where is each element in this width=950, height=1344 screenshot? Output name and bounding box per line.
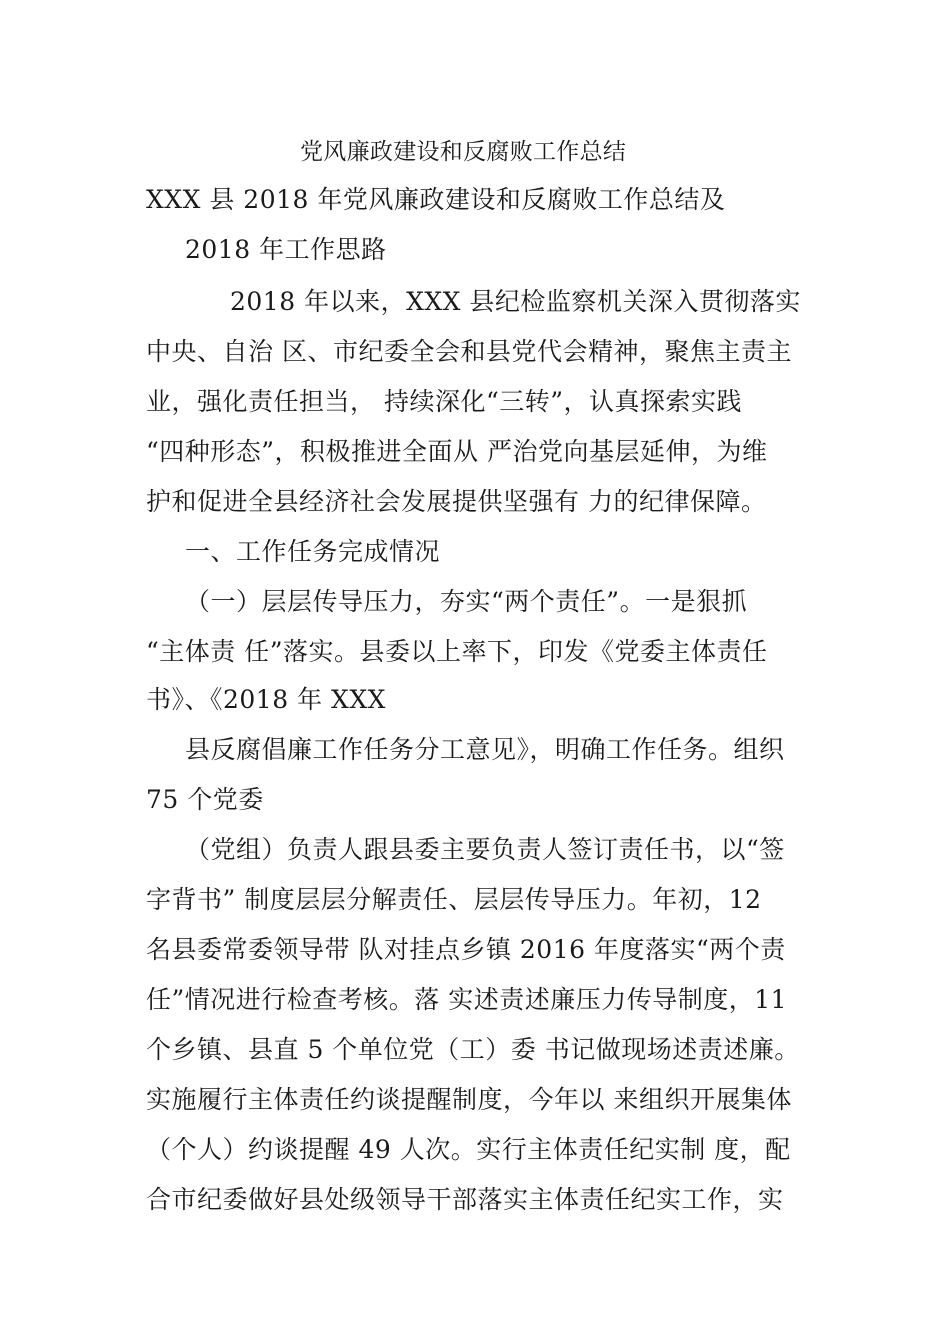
paragraph-line: “四种形态”，积极推进全面从 严治党向基层延伸，为维 (146, 437, 768, 466)
paragraph-line: （个人）约谈提醒 49 人次。实行主体责任纪实制 度，配 (146, 1135, 791, 1164)
paragraph-line: （一）层层传导压力，夯实“两个责任”。一是狠抓 (185, 587, 748, 616)
paragraph-line: 县反腐倡廉工作任务分工意见》，明确工作任务。组织 (185, 735, 785, 764)
subtitle-line-1: XXX 县 2018 年党风廉政建设和反腐败工作总结及 (146, 185, 726, 214)
paragraph-line: 2018 年以来，XXX 县纪检监察机关深入贯彻落实 (230, 287, 801, 316)
page-title: 党风廉政建设和反腐败工作总结 (300, 139, 627, 165)
paragraph-line: 实施履行主体责任约谈提醒制度，今年以 来组织开展集体 (146, 1085, 792, 1114)
paragraph-line: 名县委常委领导带 队对挂点乡镇 2016 年度落实“两个责 (146, 935, 786, 964)
paragraph-line: 中央、自治 区、市纪委全会和县党代会精神，聚焦主责主 (146, 337, 792, 366)
paragraph-line: 个乡镇、县直 5 个单位党（工）委 书记做现场述责述廉。 (146, 1035, 800, 1064)
paragraph-line: 任”情况进行检查考核。落 实述责述廉压力传导制度，11 (146, 985, 788, 1014)
subtitle-line-2: 2018 年工作思路 (185, 235, 387, 264)
paragraph-line: 字背书” 制度层层分解责任、层层传导压力。年初，12 (146, 885, 762, 914)
paragraph-line: “主体责 任”落实。县委以上率下，印发《党委主体责任 (146, 637, 768, 666)
paragraph-line: 书》、《2018 年 XXX (146, 685, 386, 714)
section-heading: 一、工作任务完成情况 (185, 537, 441, 566)
paragraph-line: 合市纪委做好县处级领导干部落实主体责任纪实工作，实 (146, 1185, 784, 1214)
paragraph-line: 75 个党委 (146, 785, 264, 814)
paragraph-line: （党组）负责人跟县委主要负责人签订责任书，以“签 (185, 835, 785, 864)
paragraph-line: 护和促进全县经济社会发展提供坚强有 力的纪律保障。 (146, 487, 767, 516)
paragraph-line: 业，强化责任担当， 持续深化“三转”，认真探索实践 (146, 387, 743, 416)
